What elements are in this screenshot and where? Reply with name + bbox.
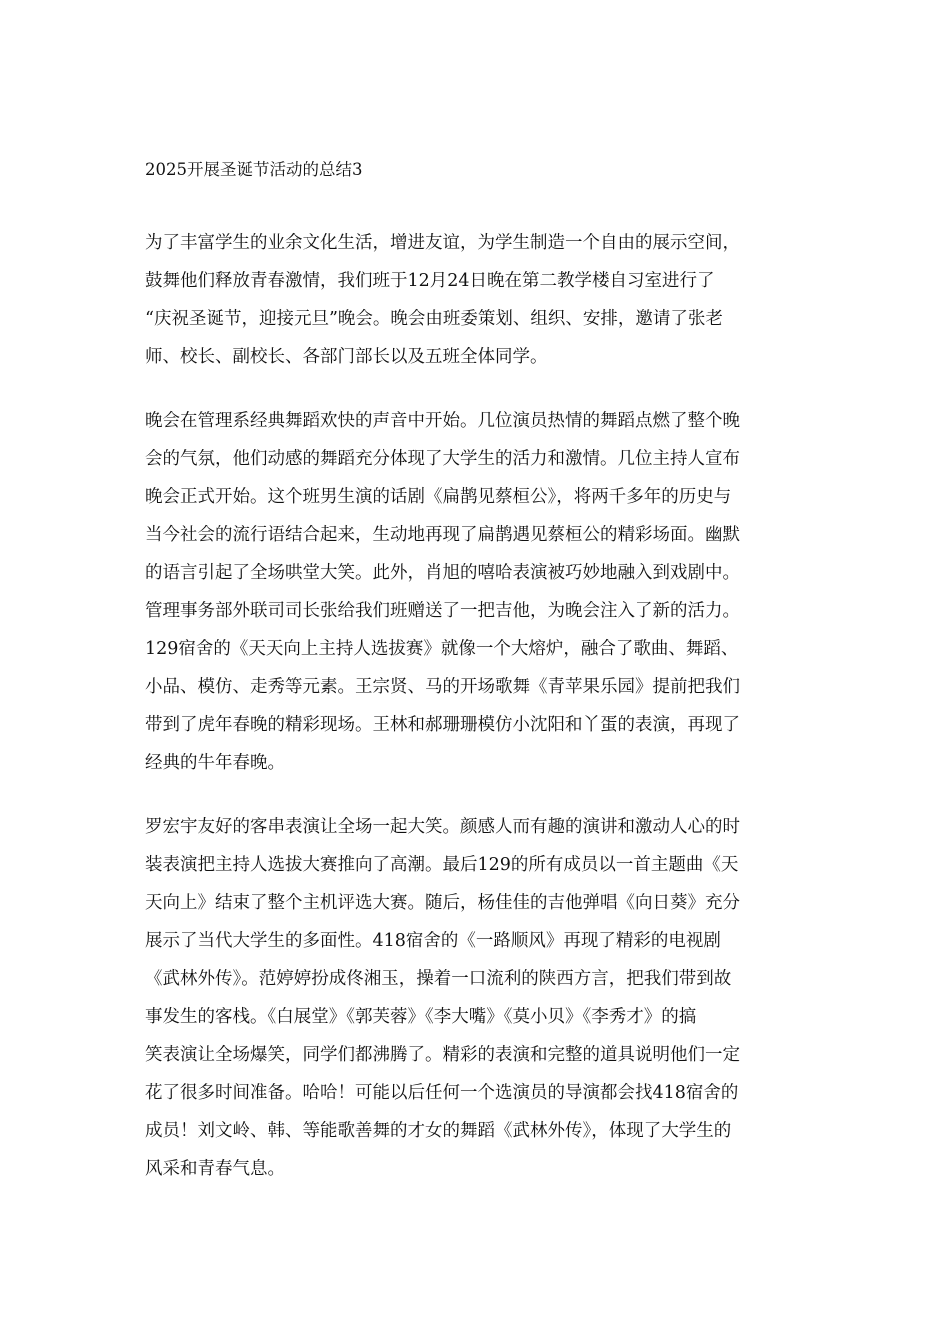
paragraph-line: 会的气氛，他们动感的舞蹈充分体现了大学生的活力和激情。几位主持人宣布 [145, 449, 740, 469]
paragraph-line: 展示了当代大学生的多面性。418宿舍的《一路顺风》再现了精彩的电视剧 [145, 931, 721, 951]
paragraph-line: 为了丰富学生的业余文化生活，增进友谊，为学生制造一个自由的展示空间， [145, 233, 740, 253]
paragraph-line: 天向上》结束了整个主机评选大赛。随后，杨佳佳的吉他弹唱《向日葵》充分 [145, 893, 740, 913]
paragraph-line: 罗宏宇友好的客串表演让全场一起大笑。颜感人而有趣的演讲和激动人心的时 [145, 817, 740, 837]
paragraph-1 [145, 224, 740, 376]
paragraph-line: 129宿舍的《天天向上主持人选拔赛》就像一个大熔炉，融合了歌曲、舞蹈、 [145, 639, 739, 659]
paragraph-line: 经典的牛年春晚。 [145, 753, 285, 773]
paragraph-line: 《武林外传》。范婷婷扮成佟湘玉，操着一口流利的陕西方言，把我们带到故 [145, 969, 732, 989]
paragraph-line: 晚会在管理系经典舞蹈欢快的声音中开始。几位演员热情的舞蹈点燃了整个晚 [145, 411, 740, 431]
paragraph-line: 的语言引起了全场哄堂大笑。此外，肖旭的嘻哈表演被巧妙地融入到戏剧中。 [145, 563, 740, 583]
paragraph-line: 管理事务部外联司司长张给我们班赠送了一把吉他，为晚会注入了新的活力。 [145, 601, 740, 621]
paragraph-line: 事发生的客栈。《白展堂》《郭芙蓉》《李大嘴》《莫小贝》《李秀才》的搞 [145, 1007, 697, 1027]
paragraph-line: 晚会正式开始。这个班男生演的话剧《扁鹊见蔡桓公》，将两千多年的历史与 [145, 487, 732, 507]
paragraph-line: “庆祝圣诞节，迎接元旦”晚会。晚会由班委策划、组织、安排，邀请了张老 [145, 309, 723, 329]
paragraph-line: 小品、模仿、走秀等元素。王宗贤、马的开场歌舞《青苹果乐园》提前把我们 [145, 677, 740, 697]
paragraph-line: 成员！刘文岭、韩、等能歌善舞的才女的舞蹈《武林外传》，体现了大学生的 [145, 1121, 732, 1141]
paragraph-2 [145, 402, 740, 782]
paragraph-line: 带到了虎年春晚的精彩现场。王林和郝珊珊模仿小沈阳和丫蛋的表演，再现了 [145, 715, 740, 735]
paragraph-line: 花了很多时间准备。哈哈！可能以后任何一个选演员的导演都会找418宿舍的 [145, 1083, 739, 1103]
paragraph-line: 师、校长、副校长、各部门部长以及五班全体同学。 [145, 347, 548, 367]
paragraph-line: 风采和青春气息。 [145, 1159, 285, 1179]
paragraph-line: 笑表演让全场爆笑，同学们都沸腾了。精彩的表演和完整的道具说明他们一定 [145, 1045, 740, 1065]
paragraph-line: 当今社会的流行语结合起来，生动地再现了扁鹊遇见蔡桓公的精彩场面。幽默 [145, 525, 740, 545]
paragraph-3 [145, 808, 740, 1188]
document-title: 2025开展圣诞节活动的总结3 [145, 160, 363, 179]
paragraph-line: 装表演把主持人选拔大赛推向了高潮。最后129的所有成员以一首主题曲《天 [145, 855, 739, 875]
paragraph-line: 鼓舞他们释放青春激情，我们班于12月24日晚在第二教学楼自习室进行了 [145, 271, 715, 291]
